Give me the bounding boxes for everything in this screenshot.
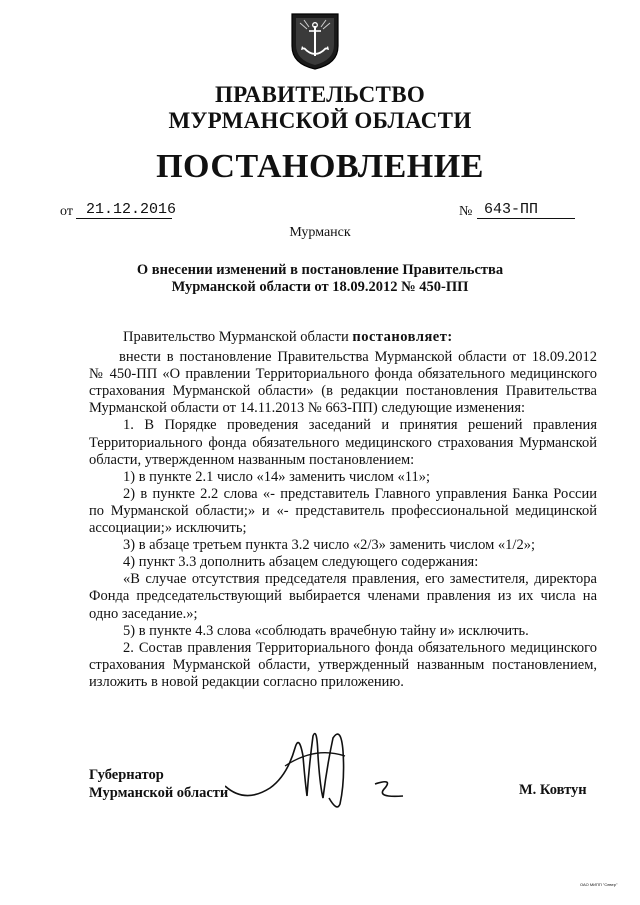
paragraph-8: 5) в пункте 4.3 слова «соблюдать врачебную тайну и» исключить. [123, 622, 529, 639]
coat-of-arms-emblem [290, 12, 340, 70]
paragraph-5: 3) в абзаце третьем пункта 3.2 число «2/3» заменить числом «1/2»; [123, 537, 535, 554]
subject-line-1: О внесении изменений в постановление Правительства [136, 262, 504, 278]
intro-prefix: Правительство Мурманской области [123, 329, 353, 345]
document-date: 21.12.2016 [86, 201, 177, 218]
number-underline [477, 218, 575, 219]
paragraph-1: внести в постановление Правительства Мурманской области от 18.09.2012 № 450-ПП «О правлении Территориального фонда обязательного медицинского страхования Мурманской области» (в редакции постановления Правительства Мурманской области от 14.11.2013 № 663-ПП) следующие изменения: [89, 349, 597, 417]
signatory-title [89, 766, 228, 802]
org-name-line-2: МУРМАНСКОЙ ОБЛАСТИ [168, 108, 472, 133]
paragraph-2: 1. В Порядке проведения заседаний и принятия решений правления Территориального фонда обязательного медицинского страхования Мурманской области, утвержденном названным постановлением: [89, 417, 597, 468]
document-city: Мурманск [289, 225, 351, 240]
signatory-title-line-1: Губернатор [89, 767, 164, 783]
paragraph-4: 2) в пункте 2.2 слова «- представитель Главного управления Банка России по Мурманской области;» и «- представитель профессиональной медицинской ассоциации;» исключить; [89, 485, 597, 537]
handwritten-signature [225, 726, 415, 816]
document-number: 643-ПП [484, 201, 539, 218]
subject-line-2: Мурманской области от 18.09.2012 № 450-ПП [171, 279, 469, 295]
intro-paragraph [89, 329, 597, 346]
paragraph-9: 2. Состав правления Территориального фонда обязательного медицинского страхования Мурманской области, утвержденный названным постановлением, изложить в новой редакции согласно приложению. [89, 639, 597, 690]
document-body [89, 329, 597, 691]
printer-imprint: ОАО МИПП "Север" [580, 882, 618, 887]
date-label: от [60, 204, 73, 219]
document-subject [80, 262, 560, 296]
number-label: № [459, 204, 473, 219]
paragraph-6: 4) пункт 3.3 дополнить абзацем следующего содержания: [123, 554, 479, 571]
paragraph-7: «В случае отсутствия председателя правления, его заместителя, директора Фонда председательствующий выбирается членами правления из их числа на одно заседание.»; [89, 571, 597, 622]
signatory-title-line-2: Мурманской области [89, 785, 229, 801]
document-type-title: ПОСТАНОВЛЕНИЕ [156, 148, 484, 185]
org-name-line-1: ПРАВИТЕЛЬСТВО [214, 82, 426, 107]
signatory-name: М. Ковтун [519, 782, 587, 798]
date-underline [76, 218, 172, 219]
intro-verb: постановляет: [352, 329, 453, 345]
paragraph-3: 1) в пункте 2.1 число «14» заменить числом «11»; [123, 468, 431, 485]
